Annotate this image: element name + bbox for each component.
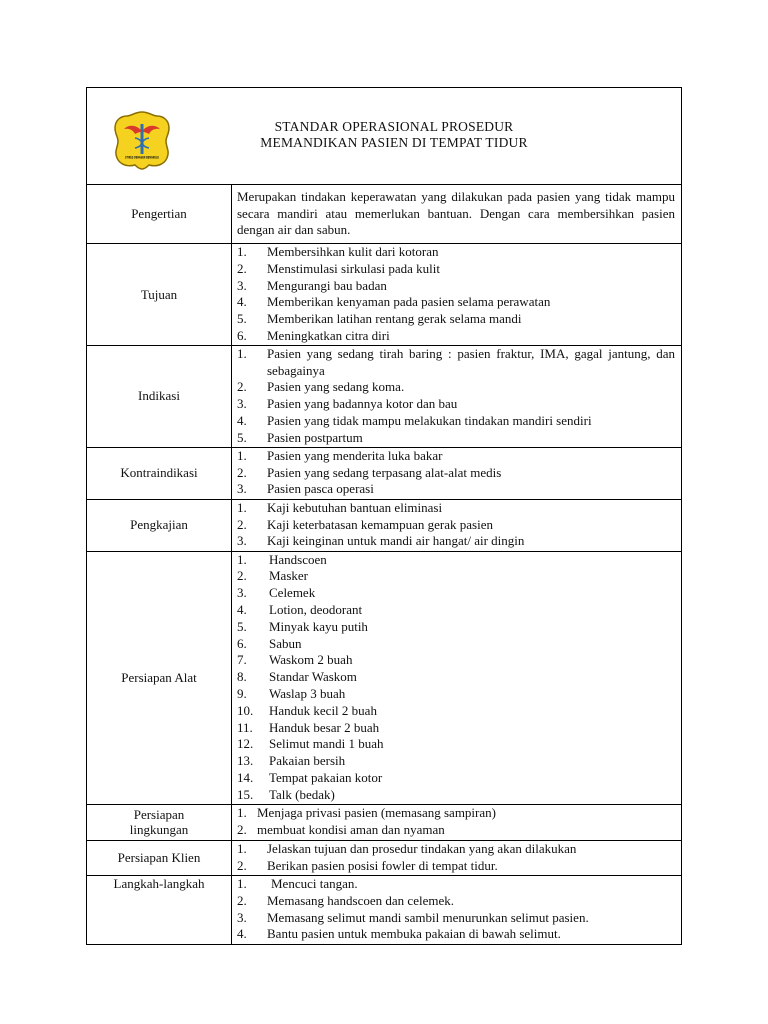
indikasi-content	[232, 345, 682, 447]
item-text: Jelaskan tujuan dan prosedur tindakan yang akan dilakukan	[267, 840, 577, 856]
item-number: 5.	[237, 429, 247, 445]
item-text: Waskom 2 buah	[269, 652, 353, 668]
item-number: 10.	[237, 702, 254, 718]
item-text: Memasang handscoen dan celemek.	[267, 892, 454, 908]
item-text: Tempat pakaian kotor	[269, 769, 383, 785]
pengkajian-content	[232, 499, 682, 551]
item-number: 11.	[237, 719, 253, 735]
list-item	[237, 619, 675, 636]
item-number: 12.	[237, 736, 254, 752]
list-item	[237, 822, 675, 839]
indikasi-label: Indikasi	[87, 345, 232, 447]
item-number: 2.	[237, 568, 247, 584]
list-item	[237, 517, 675, 534]
tujuan-row	[87, 244, 682, 346]
item-number: 4.	[237, 294, 247, 310]
persiapan-lingkungan-label	[87, 804, 232, 840]
logo-text: STIKES DEHASEN BENGKULU	[125, 155, 160, 160]
item-number: 9.	[237, 685, 247, 701]
header-cell	[87, 88, 682, 185]
list-item	[237, 465, 675, 482]
item-number: 1.	[237, 875, 247, 891]
title-line-2: MEMANDIKAN PASIEN DI TEMPAT TIDUR	[260, 135, 528, 150]
indikasi-list	[237, 346, 675, 447]
list-item	[237, 602, 675, 619]
item-number: 4.	[237, 601, 247, 617]
persiapan-alat-label: Persiapan Alat	[87, 551, 232, 804]
pengkajian-list	[237, 500, 675, 550]
list-item	[237, 379, 675, 396]
item-number: 2.	[237, 892, 247, 908]
pengertian-text: Merupakan tindakan keperawatan yang dilakukan pada pasien yang tidak mampu secara mandiri atau memerlukan bantuan. Dengan cara membersihkan pasien dengan air dan sabun.	[237, 188, 675, 238]
item-text: Kaji kebutuhan bantuan eliminasi	[267, 499, 443, 515]
persiapan-klien-row	[87, 840, 682, 875]
item-number: 13.	[237, 753, 254, 769]
list-item	[237, 533, 675, 550]
item-text: Kaji keinginan untuk mandi air hangat/ air dingin	[267, 533, 525, 549]
item-number: 6.	[237, 327, 247, 343]
item-number: 1.	[237, 499, 247, 515]
item-text: Talk (bedak)	[269, 786, 335, 802]
item-number: 3.	[237, 909, 247, 925]
list-item	[237, 244, 675, 261]
item-text: Sabun	[269, 635, 302, 651]
list-item	[237, 770, 675, 787]
list-item	[237, 787, 675, 804]
persiapan-lingkungan-content	[232, 804, 682, 840]
item-text: Handscoen	[269, 551, 327, 567]
list-item	[237, 278, 675, 295]
item-number: 2.	[237, 260, 247, 276]
list-item	[237, 926, 675, 943]
item-number: 1.	[237, 244, 247, 259]
list-item	[237, 858, 675, 875]
langkah-content	[232, 875, 682, 944]
list-item	[237, 448, 675, 465]
kontraindikasi-list	[237, 448, 675, 498]
pengertian-label: Pengertian	[87, 185, 232, 244]
item-text: Memberikan kenyaman pada pasien selama perawatan	[267, 294, 551, 310]
list-item	[237, 753, 675, 770]
item-number: 3.	[237, 396, 247, 412]
item-text: Memasang selimut mandi sambil menurunkan selimut pasien.	[267, 909, 589, 925]
item-text: Mencuci tangan.	[271, 875, 358, 891]
kontraindikasi-label: Kontraindikasi	[87, 447, 232, 499]
list-item	[237, 500, 675, 517]
list-item	[237, 328, 675, 345]
langkah-list	[237, 876, 675, 943]
item-text: Pasien yang sedang koma.	[267, 379, 405, 395]
item-number: 14.	[237, 769, 254, 785]
persiapan-lingkungan-label-line2: lingkungan	[129, 822, 189, 838]
item-number: 1.	[237, 345, 247, 361]
item-text: Standar Waskom	[269, 669, 357, 685]
item-number: 1.	[237, 805, 247, 821]
item-text: Pasien yang sedang tirah baring : pasien fraktur, IMA, gagal jantung, dan sebagainya	[267, 345, 675, 378]
item-number: 2.	[237, 857, 247, 873]
persiapan-klien-list	[237, 841, 675, 875]
item-number: 3.	[237, 585, 247, 601]
persiapan-alat-row	[87, 551, 682, 804]
item-number: 2.	[237, 822, 247, 838]
persiapan-lingkungan-list	[237, 805, 675, 839]
persiapan-lingkungan-row	[87, 804, 682, 840]
header-row	[87, 88, 682, 185]
item-text: Pasien yang badannya kotor dan bau	[267, 396, 458, 412]
item-text: Masker	[269, 568, 308, 584]
list-item	[237, 396, 675, 413]
list-item	[237, 430, 675, 447]
list-item	[237, 261, 675, 278]
langkah-row	[87, 875, 682, 944]
item-text: Bantu pasien untuk membuka pakaian di bawah selimut.	[267, 926, 561, 942]
item-number: 3.	[237, 481, 247, 497]
list-item	[237, 552, 675, 569]
pengkajian-label: Pengkajian	[87, 499, 232, 551]
item-number: 2.	[237, 379, 247, 395]
item-text: Selimut mandi 1 buah	[269, 736, 384, 752]
tujuan-list	[237, 244, 675, 345]
list-item	[237, 652, 675, 669]
list-item	[237, 481, 675, 498]
item-number: 3.	[237, 533, 247, 549]
item-text: Pasien yang menderita luka bakar	[267, 447, 443, 463]
item-text: Pakaian bersih	[269, 753, 346, 769]
item-number: 1.	[237, 447, 247, 463]
document-title	[187, 119, 601, 151]
item-number: 1.	[237, 551, 247, 567]
tujuan-label: Tujuan	[87, 244, 232, 346]
item-number: 6.	[237, 635, 247, 651]
item-text: Handuk besar 2 buah	[269, 719, 380, 735]
list-item	[237, 585, 675, 602]
list-item	[237, 346, 675, 380]
institution-logo-icon	[111, 110, 173, 170]
list-item	[237, 311, 675, 328]
list-item	[237, 805, 675, 822]
item-number: 4.	[237, 926, 247, 942]
title-line-1: STANDAR OPERASIONAL PROSEDUR	[274, 119, 514, 134]
persiapan-alat-content	[232, 551, 682, 804]
item-text: Pasien yang sedang terpasang alat-alat medis	[267, 464, 502, 480]
persiapan-klien-content	[232, 840, 682, 875]
item-text: Mengurangi bau badan	[267, 277, 387, 293]
indikasi-row	[87, 345, 682, 447]
pengertian-content	[232, 185, 682, 244]
item-text: Kaji keterbatasan kemampuan gerak pasien	[267, 516, 493, 532]
item-text: Menstimulasi sirkulasi pada kulit	[267, 260, 440, 276]
item-number: 4.	[237, 412, 247, 428]
kontraindikasi-row	[87, 447, 682, 499]
list-item	[237, 736, 675, 753]
item-text: Pasien yang tidak mampu melakukan tindakan mandiri sendiri	[267, 412, 592, 428]
item-text: Menjaga privasi pasien (memasang sampiran)	[257, 805, 496, 821]
list-item	[237, 876, 675, 893]
item-number: 5.	[237, 311, 247, 327]
item-text: Handuk kecil 2 buah	[269, 702, 377, 718]
item-text: Lotion, deodorant	[269, 601, 363, 617]
item-number: 7.	[237, 652, 247, 668]
list-item	[237, 720, 675, 737]
item-text: Memberikan latihan rentang gerak selama mandi	[267, 311, 522, 327]
item-text: Celemek	[269, 585, 316, 601]
list-item	[237, 841, 675, 858]
list-item	[237, 294, 675, 311]
list-item	[237, 669, 675, 686]
list-item	[237, 413, 675, 430]
item-text: Minyak kayu putih	[269, 618, 368, 634]
item-number: 3.	[237, 277, 247, 293]
item-number: 5.	[237, 618, 247, 634]
tujuan-content	[232, 244, 682, 346]
item-text: Berikan pasien posisi fowler di tempat tidur.	[267, 857, 498, 873]
item-text: Waslap 3 buah	[269, 685, 346, 701]
pengkajian-row	[87, 499, 682, 551]
persiapan-alat-list	[237, 552, 675, 804]
sop-table	[86, 87, 682, 945]
list-item	[237, 910, 675, 927]
persiapan-lingkungan-label-line1: Persiapan	[133, 806, 185, 822]
item-text: Pasien postpartum	[267, 429, 363, 445]
langkah-label: Langkah-langkah	[87, 875, 232, 944]
item-text: membuat kondisi aman dan nyaman	[257, 822, 445, 838]
list-item	[237, 568, 675, 585]
list-item	[237, 636, 675, 653]
kontraindikasi-content	[232, 447, 682, 499]
item-number: 8.	[237, 669, 247, 685]
persiapan-klien-label: Persiapan Klien	[87, 840, 232, 875]
item-text: Meningkatkan citra diri	[267, 327, 390, 343]
list-item	[237, 703, 675, 720]
item-text: Pasien pasca operasi	[267, 481, 374, 497]
item-number: 2.	[237, 516, 247, 532]
item-number: 2.	[237, 464, 247, 480]
pengertian-row	[87, 185, 682, 244]
item-number: 1.	[237, 840, 247, 856]
item-text: Membersihkan kulit dari kotoran	[267, 244, 439, 259]
item-number: 15.	[237, 786, 254, 802]
list-item	[237, 686, 675, 703]
list-item	[237, 893, 675, 910]
